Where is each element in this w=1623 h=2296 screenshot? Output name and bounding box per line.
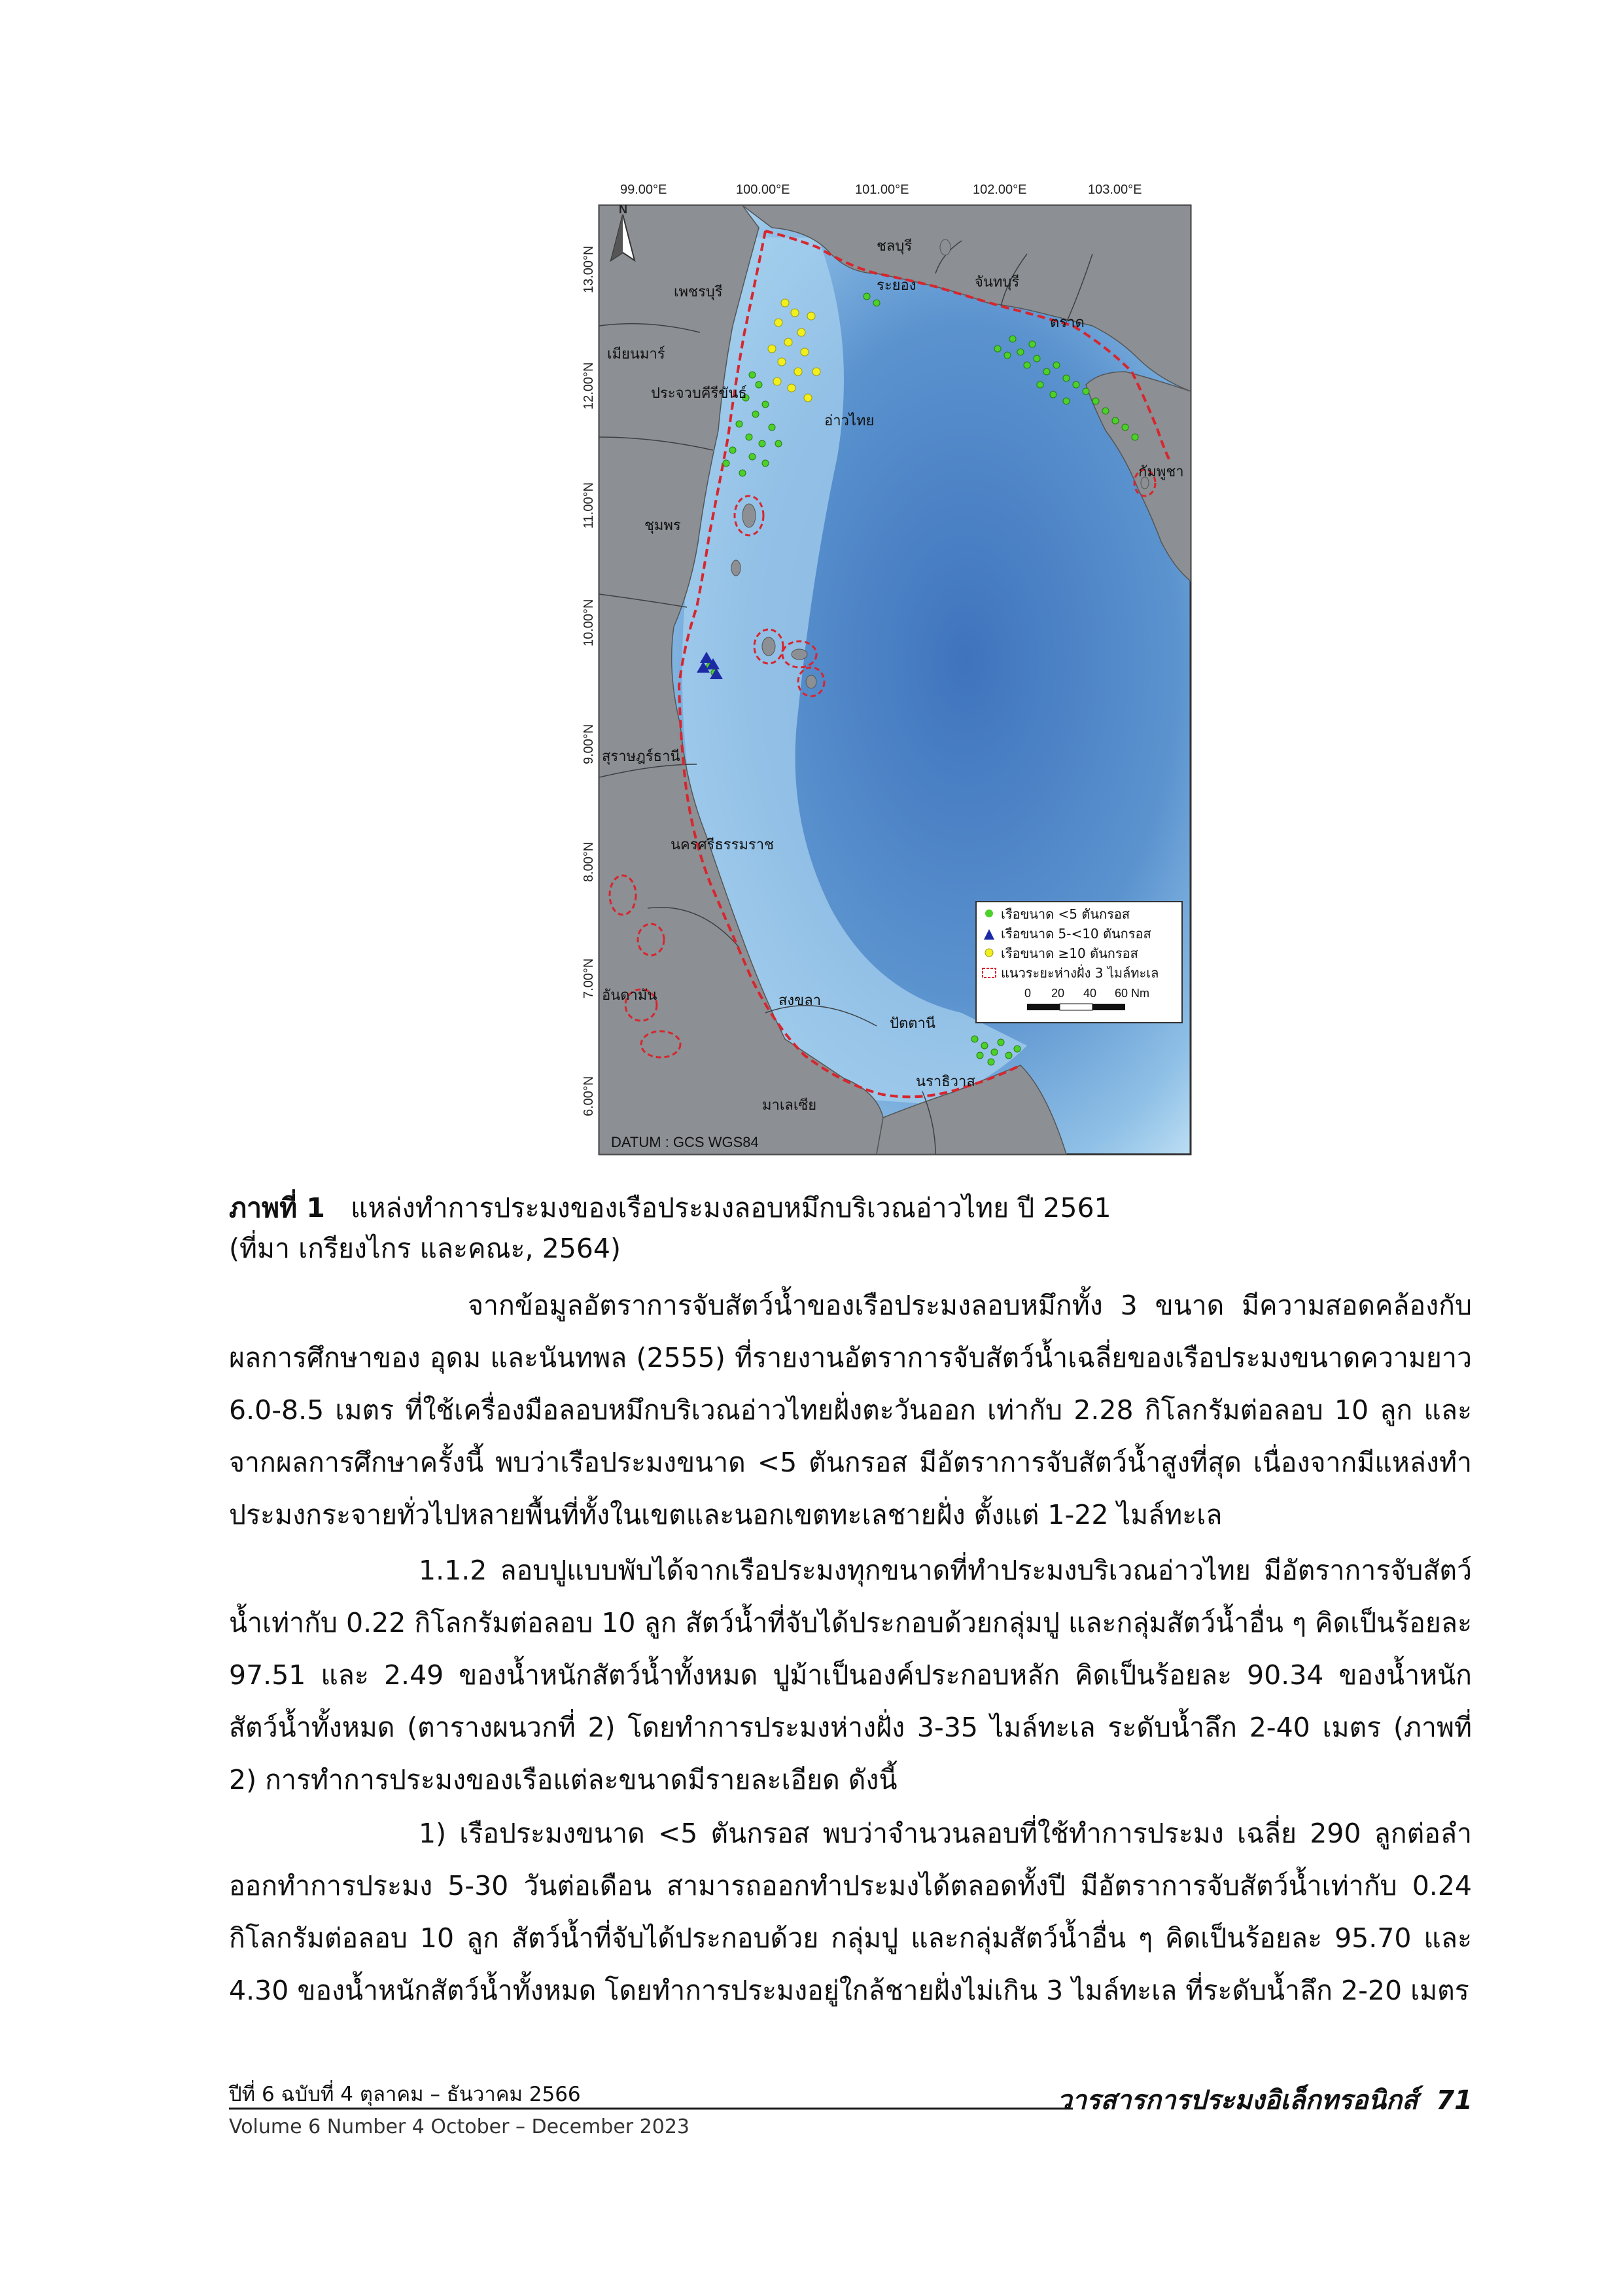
label-surat: สุราษฎร์ธานี	[602, 749, 680, 765]
label-pattani: ปัตตานี	[890, 1016, 935, 1032]
lat-tick: 10.00°N	[582, 599, 596, 646]
label-chonburi: ชลบุรี	[877, 238, 913, 255]
label-prachuap: ประจวบคีรีขันธ์	[651, 385, 747, 402]
scale-bar-seg	[1060, 1004, 1092, 1010]
label-rayong: ระยอง	[877, 277, 916, 294]
fishing-grounds-map	[569, 175, 1217, 1165]
figure-caption	[229, 1188, 1472, 1269]
lat-tick: 11.00°N	[582, 482, 596, 529]
label-cambodia: กัมพูชา	[1138, 464, 1184, 480]
label-gulf: อ่าวไทย	[824, 413, 875, 429]
scale-label: 0	[1024, 987, 1032, 1000]
label-phetchaburi: เพชรบุรี	[674, 284, 723, 300]
lon-tick: 103.00°E	[1088, 183, 1142, 197]
lat-tick: 12.00°N	[582, 362, 596, 410]
lat-tick: 6.00°N	[582, 1076, 596, 1116]
legend-item-5to10: เรือขนาด 5-<10 ตันกรอส	[1001, 926, 1151, 942]
scale-bar-seg	[1027, 1004, 1060, 1010]
label-trat: ตราด	[1050, 315, 1085, 331]
lon-tick: 100.00°E	[736, 183, 790, 197]
lat-tick: 9.00°N	[582, 724, 596, 764]
legend-item-lt5: เรือขนาด <5 ตันกรอส	[1001, 906, 1130, 922]
paragraph-3: 1) เรือประมงขนาด <5 ตันกรอส พบว่าจำนวนลอบที่ใช้ทำการประมง เฉลี่ย 290 ลูกต่อลำ ออกทำการประมง 5-30 วันต่อเดือน สามารถออกทำประมงได้ตลอดทั้งปี มีอัตราการจับสัตว์น้ำเท่ากับ 0.24 กิโลกรัมต่อลอบ 10 ลูก สัตว์น้ำที่จับได้ประกอบด้วย กลุ่มปู และกลุ่มสัตว์น้ำอื่น ๆ คิดเป็นร้อยละ 95.70 และ 4.30 ของน้ำหนักสัตว์น้ำทั้งหมด โดยทำการประมงอยู่ใกล้ชายฝั่งไม่เกิน 3 ไมล์ทะเล ที่ระดับน้ำลึก 2-20 เมตร	[229, 1818, 1472, 2006]
scale-bar-seg	[1092, 1004, 1125, 1010]
label-chanthaburi: จันทบุรี	[975, 274, 1020, 291]
caption-label: ภาพที่ 1	[229, 1192, 325, 1224]
label-andaman: อันดามัน	[602, 987, 657, 1004]
lon-tick: 102.00°E	[973, 183, 1027, 197]
paragraph-1: จากข้อมูลอัตราการจับสัตว์น้ำของเรือประมงลอบหมึกทั้ง 3 ขนาด มีความสอดคล้องกับผลการศึกษาของ อุดม และนันทพล (2555) ที่รายงานอัตราการจับสัตว์น้ำเฉลี่ยของเรือประมงขนาดความยาว 6.0-8.5 เมตร ที่ใช้เครื่องมือลอบหมึกบริเวณอ่าวไทยฝั่งตะวันออก เท่ากับ 2.28 กิโลกรัมต่อลอบ 10 ลูก และจากผลการศึกษาครั้งนี้ พบว่าเรือประมงขนาด <5 ตันกรอส มีอัตราการจับสัตว์น้ำสูงที่สุด เนื่องจากมีแหล่งทำประมงกระจายทั่วไปหลายพื้นที่ทั้งในเขตและนอกเขตทะเลชายฝั่ง ตั้งแต่ 1-22 ไมล์ทะเล	[229, 1290, 1472, 1530]
scale-label: 20	[1051, 987, 1065, 1000]
label-songkhla: สงขลา	[778, 993, 822, 1009]
label-narathiwat: นราธิวาส	[916, 1074, 975, 1090]
caption-source: (ที่มา เกรียงไกร และคณะ, 2564)	[229, 1233, 621, 1264]
footer-issue-th: ปีที่ 6 ฉบับที่ 4 ตุลาคม – ธันวาคม 2566	[229, 2083, 581, 2106]
footer-journal	[1057, 2079, 1473, 2121]
page-number: 71	[1436, 2085, 1473, 2115]
north-label: N	[619, 203, 627, 216]
legend-item-gte10: เรือขนาด ≥10 ตันกรอส	[1001, 945, 1138, 961]
lon-tick: 99.00°E	[620, 183, 667, 197]
label-chumphon: ชุมพร	[644, 518, 681, 534]
legend-yellow-marker	[985, 949, 993, 957]
paragraph-2: 1.1.2 ลอบปูแบบพับได้จากเรือประมงทุกขนาดที่ทำประมงบริเวณอ่าวไทย มีอัตราการจับสัตว์น้ำเท่ากับ 0.22 กิโลกรัมต่อลอบ 10 ลูก สัตว์น้ำที่จับได้ประกอบด้วยกลุ่มปู และกลุ่มสัตว์น้ำอื่น ๆ คิดเป็นร้อยละ 97.51 และ 2.49 ของน้ำหนักสัตว์น้ำทั้งหมด ปูม้าเป็นองค์ประกอบหลัก คิดเป็นร้อยละ 90.34 ของน้ำหนักสัตว์น้ำทั้งหมด (ตารางผนวกที่ 2) โดยทำการประมงห่างฝั่ง 3-35 ไมล์ทะเล ระดับน้ำลึก 2-40 เมตร (ภาพที่ 2) การทำการประมงของเรือแต่ละขนาดมีรายละเอียด ดังนี้	[229, 1555, 1472, 1795]
journal-name: วารสารการประมงอิเล็กทรอนิกส์	[1057, 2085, 1418, 2115]
caption-text: แหล่งทำการประมงของเรือประมงลอบหมึกบริเวณอ่าวไทย ปี 2561	[351, 1192, 1111, 1224]
label-nakhon: นครศรีธรรมราช	[671, 837, 775, 853]
map-legend	[976, 902, 1182, 1023]
lon-tick: 101.00°E	[855, 183, 909, 197]
lat-tick: 8.00°N	[582, 841, 596, 882]
footer-issue-en: Volume 6 Number 4 October – December 2023	[229, 2115, 689, 2138]
datum-label: DATUM : GCS WGS84	[611, 1134, 759, 1150]
scale-label: 60 Nm	[1115, 987, 1150, 1000]
footer-rule	[229, 2108, 1073, 2110]
lat-tick: 13.00°N	[582, 245, 596, 293]
label-myanmar: เมียนมาร์	[607, 346, 665, 362]
lat-tick: 7.00°N	[582, 958, 596, 998]
caption-line	[229, 1188, 1472, 1228]
legend-item-3nm: แนวระยะห่างฝั่ง 3 ไมล์ทะเล	[1001, 965, 1159, 981]
legend-green-marker	[985, 910, 993, 917]
label-malaysia: มาเลเซีย	[762, 1097, 817, 1114]
scale-label: 40	[1083, 987, 1097, 1000]
